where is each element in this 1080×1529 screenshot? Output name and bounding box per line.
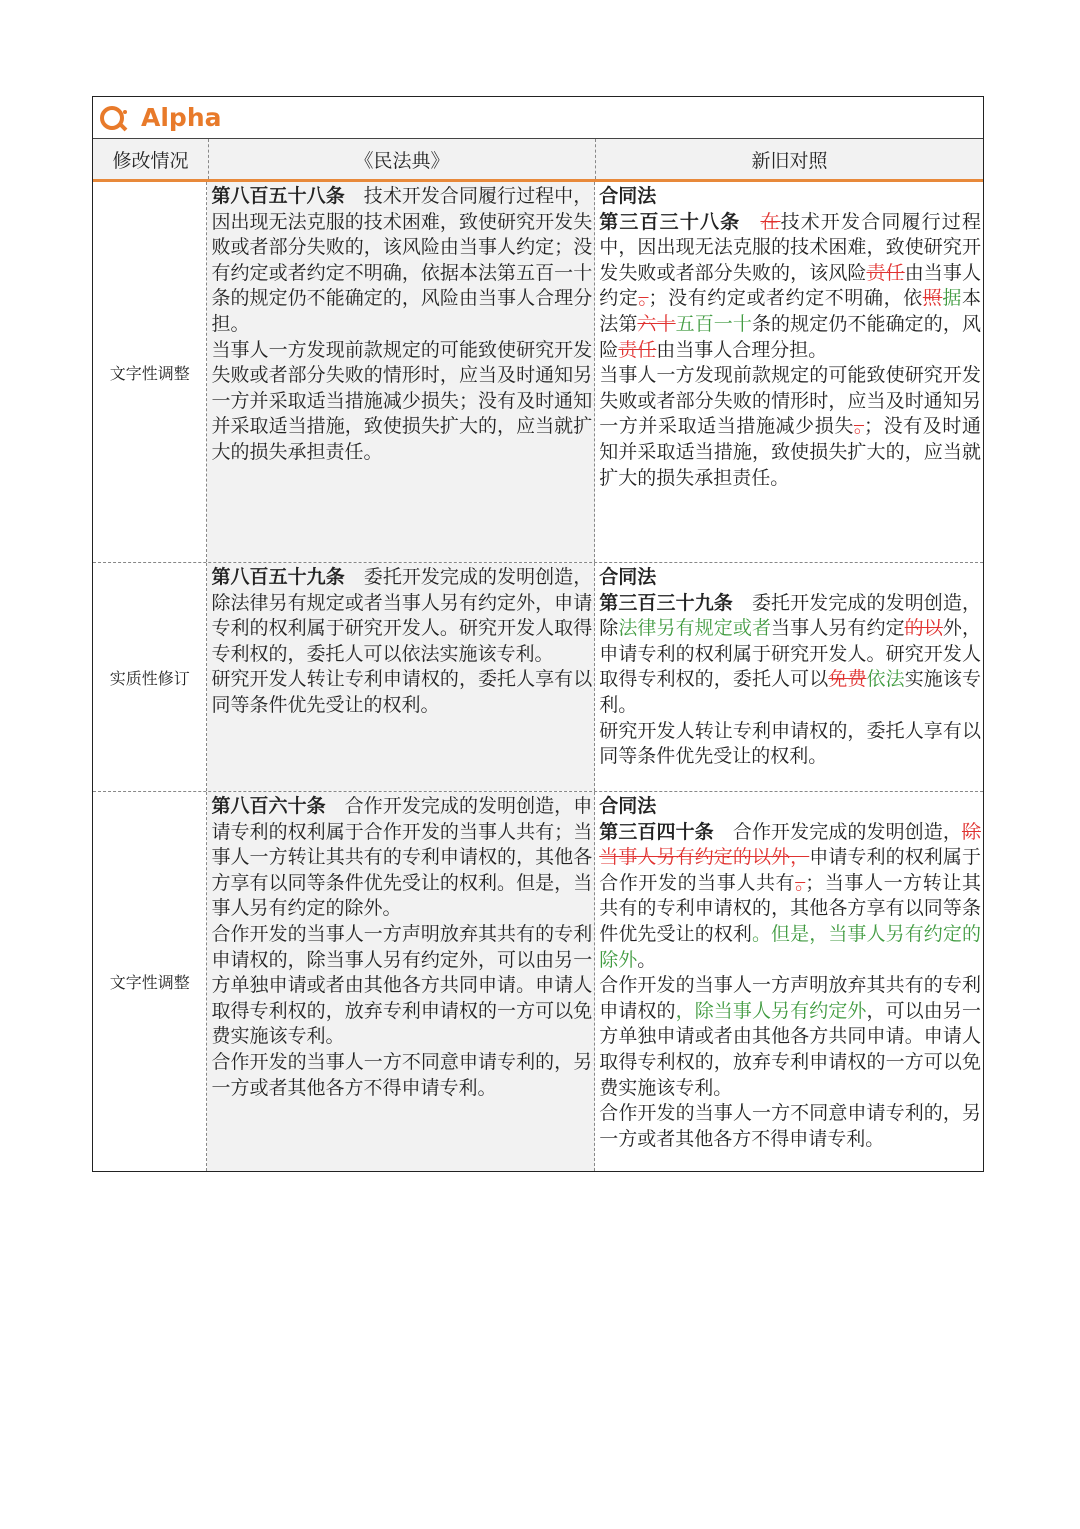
alpha-logo-icon	[99, 103, 129, 133]
text-segment: 合作开发完成的发明创造，	[713, 820, 962, 843]
header-comparison: 新旧对照	[596, 139, 983, 179]
paragraph	[599, 973, 981, 1101]
deleted-text: 六十	[637, 312, 676, 335]
inserted-text: ，除当事人另有约定外	[675, 999, 867, 1022]
paragraph	[599, 210, 981, 364]
article-number: 第八百六十条	[211, 795, 326, 817]
text-segment: 委托开发完成的发明创造，除	[599, 591, 981, 640]
text-segment: 合作开发的当事人一方不同意申请专利的，另一方或者其他各方不得申请专利。	[599, 1102, 981, 1150]
text-segment: 条的规定仍不能确定的，风险	[599, 312, 981, 361]
brand-bar	[93, 97, 983, 139]
change-type: 文字性调整	[93, 182, 207, 562]
deleted-text: 的以	[904, 617, 943, 640]
paragraph	[211, 565, 592, 667]
comparison-table	[92, 96, 984, 1172]
paragraph	[211, 667, 592, 718]
law-name: 合同法	[599, 185, 657, 207]
text-segment: 申请专利的权利属于合作开发的当事人共有	[599, 846, 981, 894]
deleted-text: 免费	[828, 668, 867, 691]
text-segment: 合作开发的当事人一方不同意申请专利的，另一方或者其他各方不得申请专利。	[211, 1050, 593, 1099]
text-segment: 委托开发完成的发明创造，除法律另有规定或者当事人另有约定外，申请专利的权利属于研究开发人。研究开发人取得专利权的，委托人可以依法实施该专利。	[211, 566, 593, 665]
inserted-text: 据	[942, 287, 962, 310]
deleted-text: 除当事人另有约定的以外，	[599, 820, 981, 869]
change-type: 文字性调整	[93, 792, 207, 1171]
paragraph	[599, 591, 981, 719]
article-number: 第三百四十条	[599, 820, 714, 843]
text-segment: 研究开发人转让专利申请权的，委托人享有以同等条件优先受让的权利。	[599, 719, 981, 768]
text-segment: 。	[637, 948, 657, 971]
brand-name: Alpha	[141, 103, 222, 132]
deleted-text: 。	[795, 871, 806, 894]
deleted-text: 在	[760, 210, 781, 233]
text-segment: 本法第	[599, 287, 981, 335]
text-segment: ；没有约定或者约定不明确，依	[648, 287, 923, 310]
text-segment: 技术开发合同履行过程中，因出现无法克服的技术困难，致使研究开发失败或者部分失败的，该风险	[599, 210, 981, 284]
comparison-text	[595, 563, 983, 791]
deleted-text: 照	[922, 287, 943, 310]
text-segment: 合作开发的当事人一方声明放弃其共有的专利申请权的	[599, 974, 981, 1022]
text-segment: ，可以由另一方单独申请或者由其他各方共同申请。申请人取得专利权的，放弃专利申请权的一方可以免费实施该专利。	[599, 999, 981, 1099]
article-number: 第三百三十九条	[599, 591, 733, 614]
paragraph	[211, 794, 592, 922]
table-row	[93, 792, 983, 1171]
table-row	[93, 563, 983, 792]
civil-code-text	[207, 792, 595, 1171]
paragraph	[211, 184, 592, 338]
text-segment: ；当事人一方转让其共有的专利申请权的，其他各方享有以同等条件优先受让的权利	[599, 871, 981, 945]
comparison-text	[595, 792, 983, 1171]
article-number: 第八百五十八条	[211, 185, 345, 207]
text-segment: 由当事人合理分担。	[656, 338, 828, 361]
paragraph	[599, 820, 981, 974]
paragraph	[599, 719, 981, 770]
header-change-type: 修改情况	[93, 139, 209, 179]
text-segment: ；没有及时通知并采取适当措施，致使损失扩大的，应当就扩大的损失承担责任。	[599, 415, 981, 489]
law-name: 合同法	[599, 795, 657, 817]
change-type: 实质性修订	[93, 563, 207, 791]
inserted-text: 。但是，当事人另有约定的除外	[599, 922, 981, 971]
paragraph	[211, 338, 592, 466]
text-segment: 当事人一方发现前款规定的可能致使研究开发失败或者部分失败的情形时，应当及时通知另一方并采取适当措施减少损失	[599, 364, 981, 438]
deleted-text: 。	[853, 415, 865, 438]
deleted-text: 责任	[866, 261, 905, 284]
text-segment: 当事人另有约定	[771, 617, 905, 640]
text-segment: 外，申请专利的权利属于研究开发人。研究开发人取得专利权的，委托人可以	[599, 617, 981, 691]
deleted-text: 责任	[618, 338, 657, 361]
paragraph	[599, 1101, 981, 1152]
text-segment: 合作开发的当事人一方声明放弃其共有的专利申请权的，除当事人另有约定外，可以由另一方单独申请或者由其他各方共同申请。申请人取得专利权的，放弃专利申请权的一方可以免费实施该专利。	[211, 922, 593, 1048]
civil-code-text	[207, 563, 595, 791]
text-segment: 由当事人约定	[599, 261, 981, 310]
deleted-text: 。	[638, 287, 649, 310]
table-row	[93, 182, 983, 563]
text-segment: 技术开发合同履行过程中，因出现无法克服的技术困难，致使研究开发失败或者部分失败的，该风险由当事人约定；没有约定或者约定不明确，依据本法第五百一十条的规定仍不能确定的，风险由当事人合理分担。	[211, 185, 593, 335]
header-row	[93, 139, 983, 182]
text-segment: 当事人一方发现前款规定的可能致使研究开发失败或者部分失败的情形时，应当及时通知另一方并采取适当措施减少损失；没有及时通知并采取适当措施，致使损失扩大的，应当就扩大的损失承担责任。	[211, 338, 593, 463]
header-civil-code: 《民法典》	[209, 139, 596, 179]
inserted-text: 依法	[866, 668, 905, 691]
inserted-text: 法律另有规定或者	[618, 617, 772, 640]
civil-code-text	[207, 182, 595, 562]
article-number: 第八百五十九条	[211, 566, 345, 588]
paragraph	[211, 922, 592, 1050]
text-segment	[740, 211, 760, 233]
text-segment: 研究开发人转让专利申请权的，委托人享有以同等条件优先受让的权利。	[211, 668, 593, 716]
paragraph	[211, 1050, 592, 1101]
paragraph	[599, 363, 981, 491]
inserted-text: 五百一十	[675, 312, 752, 335]
article-number: 第三百三十八条	[599, 210, 741, 233]
law-name: 合同法	[599, 566, 657, 588]
comparison-text	[595, 182, 983, 562]
text-segment: 合作开发完成的发明创造，申请专利的权利属于合作开发的当事人共有；当事人一方转让其共有的专利申请权的，其他各方享有以同等条件优先受让的权利。但是，当事人另有约定的除外。	[211, 795, 593, 920]
text-segment: 实施该专利。	[599, 668, 981, 716]
